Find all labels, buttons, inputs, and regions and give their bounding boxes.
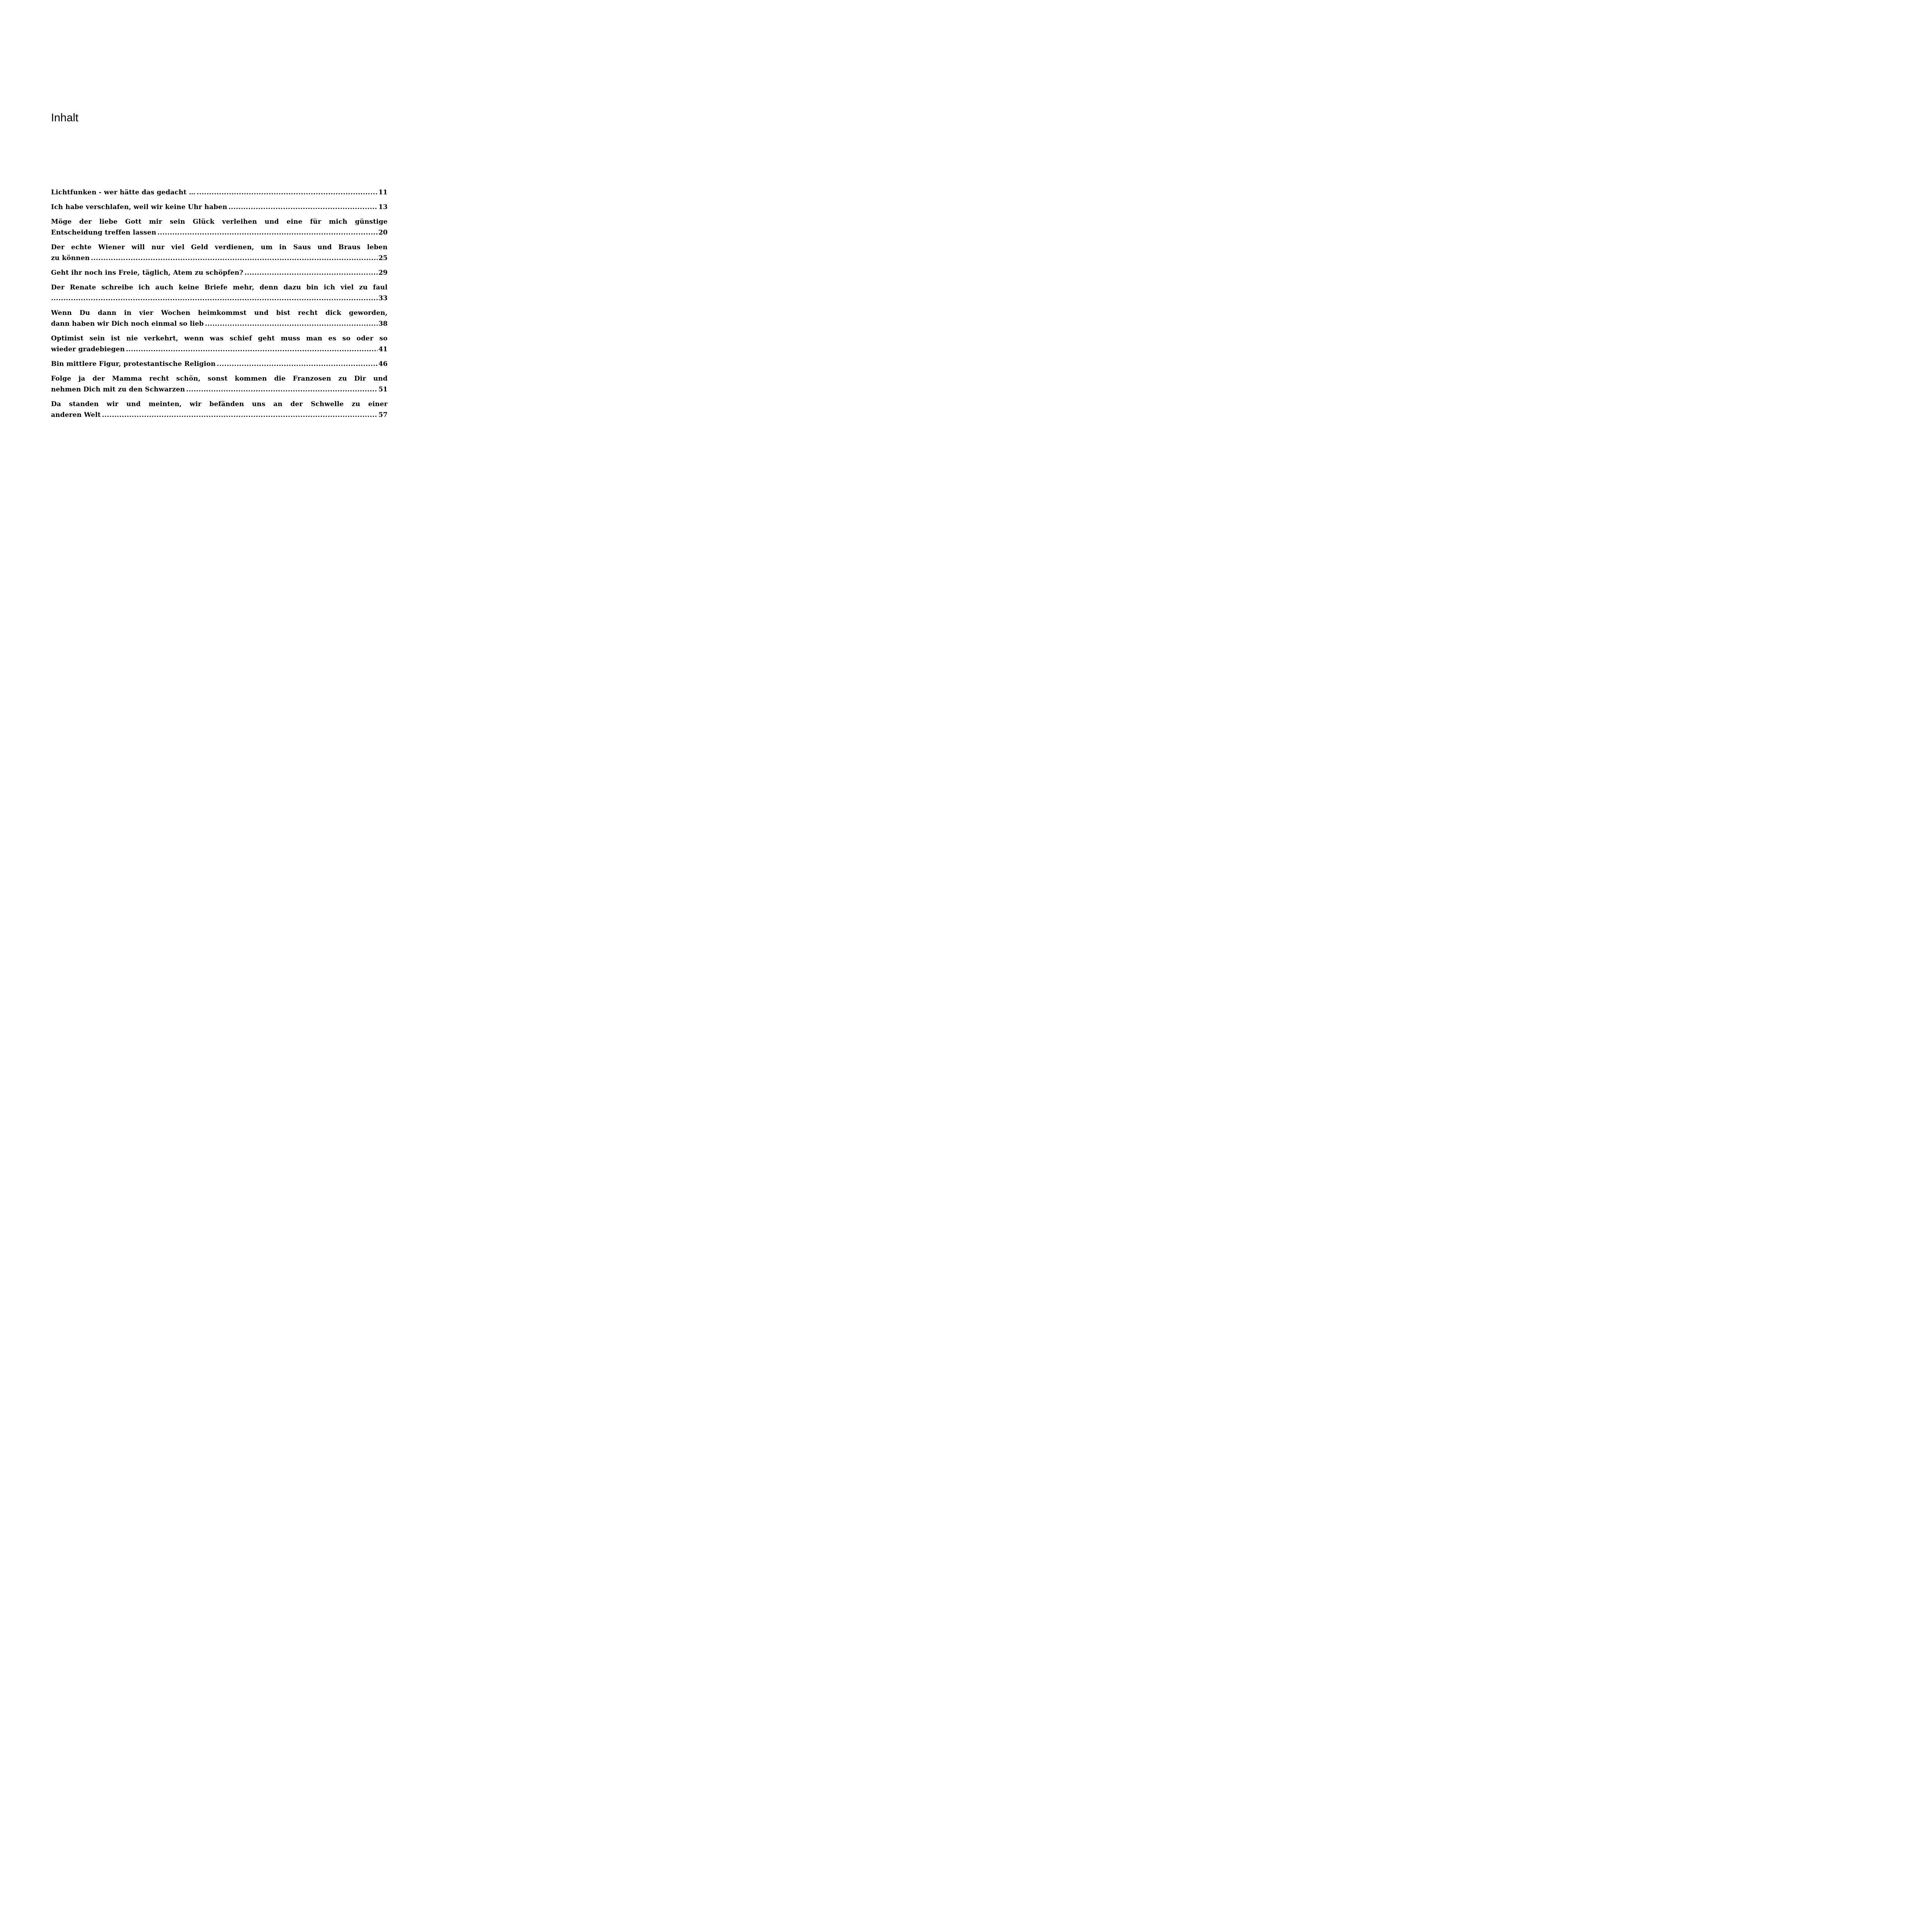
toc-dot-leader bbox=[51, 293, 378, 304]
toc-entry-title: Bin mittlere Figur, protestantische Religion bbox=[51, 360, 216, 368]
toc-entry[interactable] bbox=[51, 242, 388, 264]
toc-entry[interactable] bbox=[51, 282, 388, 304]
toc-dot-leader bbox=[245, 267, 378, 278]
toc-entry-title-line: Der echte Wiener will nur viel Geld verdienen, um in Saus und Braus leben bbox=[51, 243, 388, 251]
toc-entry-title-line: Da standen wir und meinten, wir befänden uns an der Schwelle zu einer bbox=[51, 400, 388, 408]
toc-dot-leader bbox=[197, 187, 378, 198]
toc-entry-title: anderen Welt bbox=[51, 411, 101, 419]
toc-entry-row bbox=[51, 227, 388, 238]
toc-entry-row bbox=[51, 267, 388, 278]
toc-entry-row bbox=[51, 344, 388, 355]
toc-entry-title: Geht ihr noch ins Freie, täglich, Atem zu schöpfen? bbox=[51, 269, 243, 277]
toc-entry-title: nehmen Dich mit zu den Schwarzen bbox=[51, 386, 185, 393]
toc-entry-row bbox=[51, 359, 388, 369]
toc-dot-leader bbox=[102, 410, 378, 420]
toc-entry-title-line: Der Renate schreibe ich auch keine Briefe mehr, denn dazu bin ich viel zu faul bbox=[51, 284, 388, 291]
document-page bbox=[0, 0, 426, 602]
toc-entry-title: dann haben wir Dich noch einmal so lieb bbox=[51, 320, 204, 328]
toc-entry[interactable] bbox=[51, 333, 388, 355]
toc-entry[interactable] bbox=[51, 399, 388, 420]
toc-entry-row bbox=[51, 293, 388, 304]
toc-entry-title-line: Möge der liebe Gott mir sein Glück verleihen und eine für mich günstige bbox=[51, 218, 388, 226]
toc-entry-title-line: Wenn Du dann in vier Wochen heimkommst und bist recht dick geworden, bbox=[51, 309, 388, 317]
toc-page-number: 41 bbox=[378, 345, 388, 353]
toc-entry-row bbox=[51, 253, 388, 264]
toc-entry-title: zu können bbox=[51, 254, 90, 262]
toc-entry[interactable] bbox=[51, 202, 388, 213]
toc-dot-leader bbox=[228, 202, 378, 213]
toc-entry-title: Lichtfunken - wer hätte das gedacht … bbox=[51, 189, 196, 196]
toc-entry-row bbox=[51, 410, 388, 420]
toc-dot-leader bbox=[126, 344, 378, 355]
toc-page-number: 51 bbox=[378, 386, 388, 393]
toc-entry[interactable] bbox=[51, 373, 388, 395]
toc-entry-row bbox=[51, 318, 388, 329]
toc-dot-leader bbox=[91, 253, 378, 264]
toc-page-number: 29 bbox=[378, 269, 388, 277]
toc-entry[interactable] bbox=[51, 267, 388, 278]
toc-dot-leader bbox=[205, 318, 378, 329]
toc-dot-leader bbox=[186, 384, 378, 395]
toc-entry-title: Ich habe verschlafen, weil wir keine Uhr haben bbox=[51, 203, 228, 211]
toc-entry-row bbox=[51, 384, 388, 395]
toc-page-number: 57 bbox=[378, 411, 388, 419]
toc-entry[interactable] bbox=[51, 359, 388, 369]
toc-page-number: 20 bbox=[378, 229, 388, 236]
toc-entry-row bbox=[51, 202, 388, 213]
toc-entry[interactable] bbox=[51, 187, 388, 198]
table-of-contents bbox=[51, 187, 388, 424]
toc-page-number: 38 bbox=[378, 320, 388, 328]
toc-page-number: 33 bbox=[378, 294, 388, 302]
toc-entry-row bbox=[51, 187, 388, 198]
toc-entry-title-line: Folge ja der Mamma recht schön, sonst kommen die Franzosen zu Dir und bbox=[51, 375, 388, 383]
toc-entry[interactable] bbox=[51, 216, 388, 238]
toc-page-number: 13 bbox=[378, 203, 388, 211]
page-title: Inhalt bbox=[51, 112, 78, 124]
toc-dot-leader bbox=[217, 359, 378, 369]
toc-entry-title: wieder gradebiegen bbox=[51, 345, 125, 353]
toc-dot-leader bbox=[157, 227, 378, 238]
toc-entry[interactable] bbox=[51, 308, 388, 329]
toc-page-number: 46 bbox=[378, 360, 388, 368]
toc-page-number: 25 bbox=[378, 254, 388, 262]
toc-page-number: 11 bbox=[378, 189, 388, 196]
toc-entry-title: Entscheidung treffen lassen bbox=[51, 229, 156, 236]
toc-entry-title-line: Optimist sein ist nie verkehrt, wenn was schief geht muss man es so oder so bbox=[51, 335, 388, 342]
